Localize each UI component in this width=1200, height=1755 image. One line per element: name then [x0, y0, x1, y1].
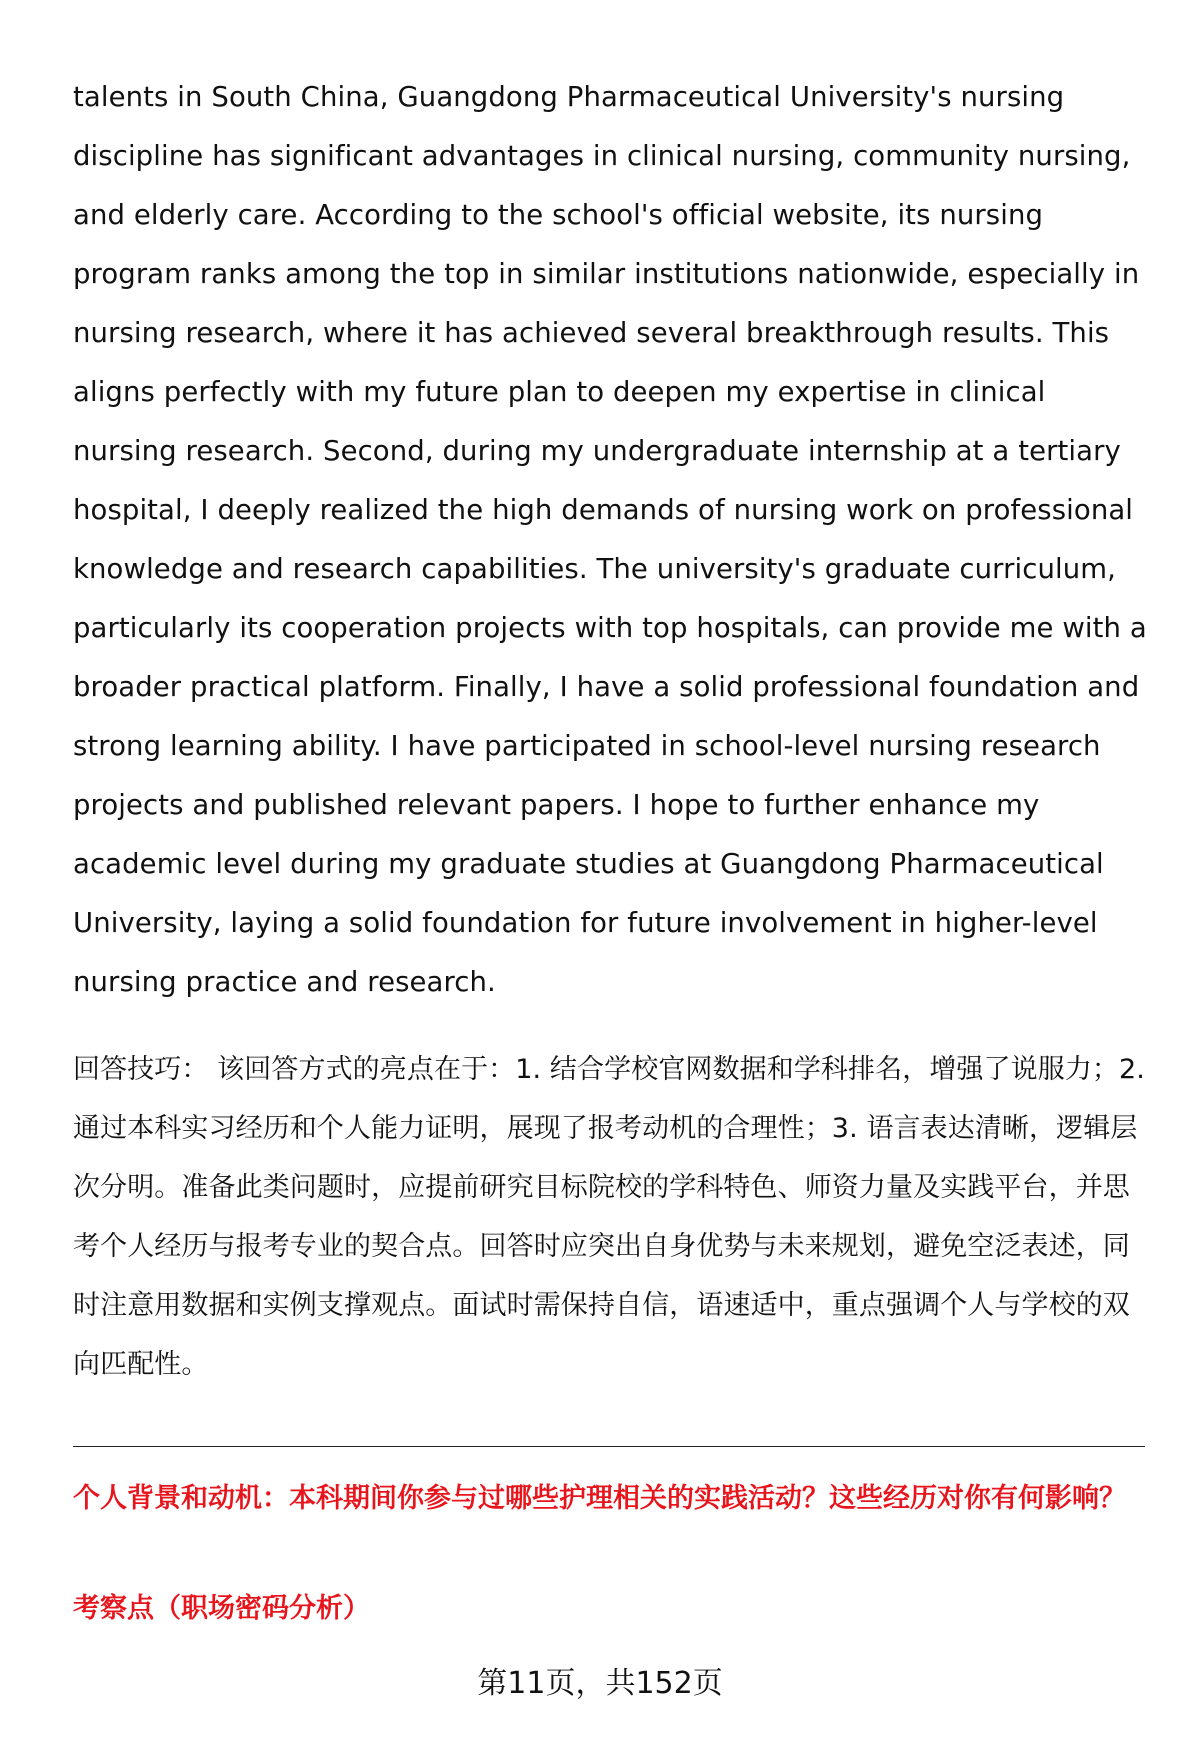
page-indicator: 第11页，共152页 [477, 1666, 723, 1701]
section-divider [73, 1446, 1145, 1447]
question-heading: 个人背景和动机：本科期间你参与过哪些护理相关的实践活动？这些经历对你有何影响？ [73, 1483, 1126, 1514]
key-points-heading: 考察点（职场密码分析） [73, 1593, 370, 1624]
answer-paragraph: talents in South China, Guangdong Pharmaceutical University's nursing discipline has significant advantages in clinical nursing, community nursing, and elderly care. According to the school's official website, its nursing program ranks among the top in similar institutions nationwide, especially in nursing research, where it has achieved several breakthrough results. This aligns perfectly with my future plan to deepen my expertise in clinical nursing research. Second, during my undergraduate internship at a tertiary hospital, I deeply realized the high demands of nursing work on professional knowledge and research capabilities. The university's graduate curriculum, particularly its cooperation projects with top hospitals, can provide me with a broader practical platform. Finally, I have a solid professional foundation and strong learning ability. I have participated in school-level nursing research projects and published relevant papers. I hope to further enhance my academic level during my graduate studies at Guangdong Pharmaceutical University, laying a solid foundation for future involvement in higher-level nursing practice and research. [73, 81, 1147, 998]
answer-tips-paragraph: 回答技巧： 该回答方式的亮点在于：1. 结合学校官网数据和学科排名，增强了说服力；2. 通过本科实习经历和个人能力证明，展现了报考动机的合理性；3. 语言表达清晰，逻辑层次分明。准备此类问题时，应提前研究目标院校的学科特色、师资力量及实践平台，并思考个人经历与报考专业的契合点。回答时应突出自身优势与未来规划，避免空泛表述，同时注意用数据和实例支撑观点。面试时需保持自信，语速适中，重点强调个人与学校的双向匹配性。 [73, 1054, 1145, 1380]
